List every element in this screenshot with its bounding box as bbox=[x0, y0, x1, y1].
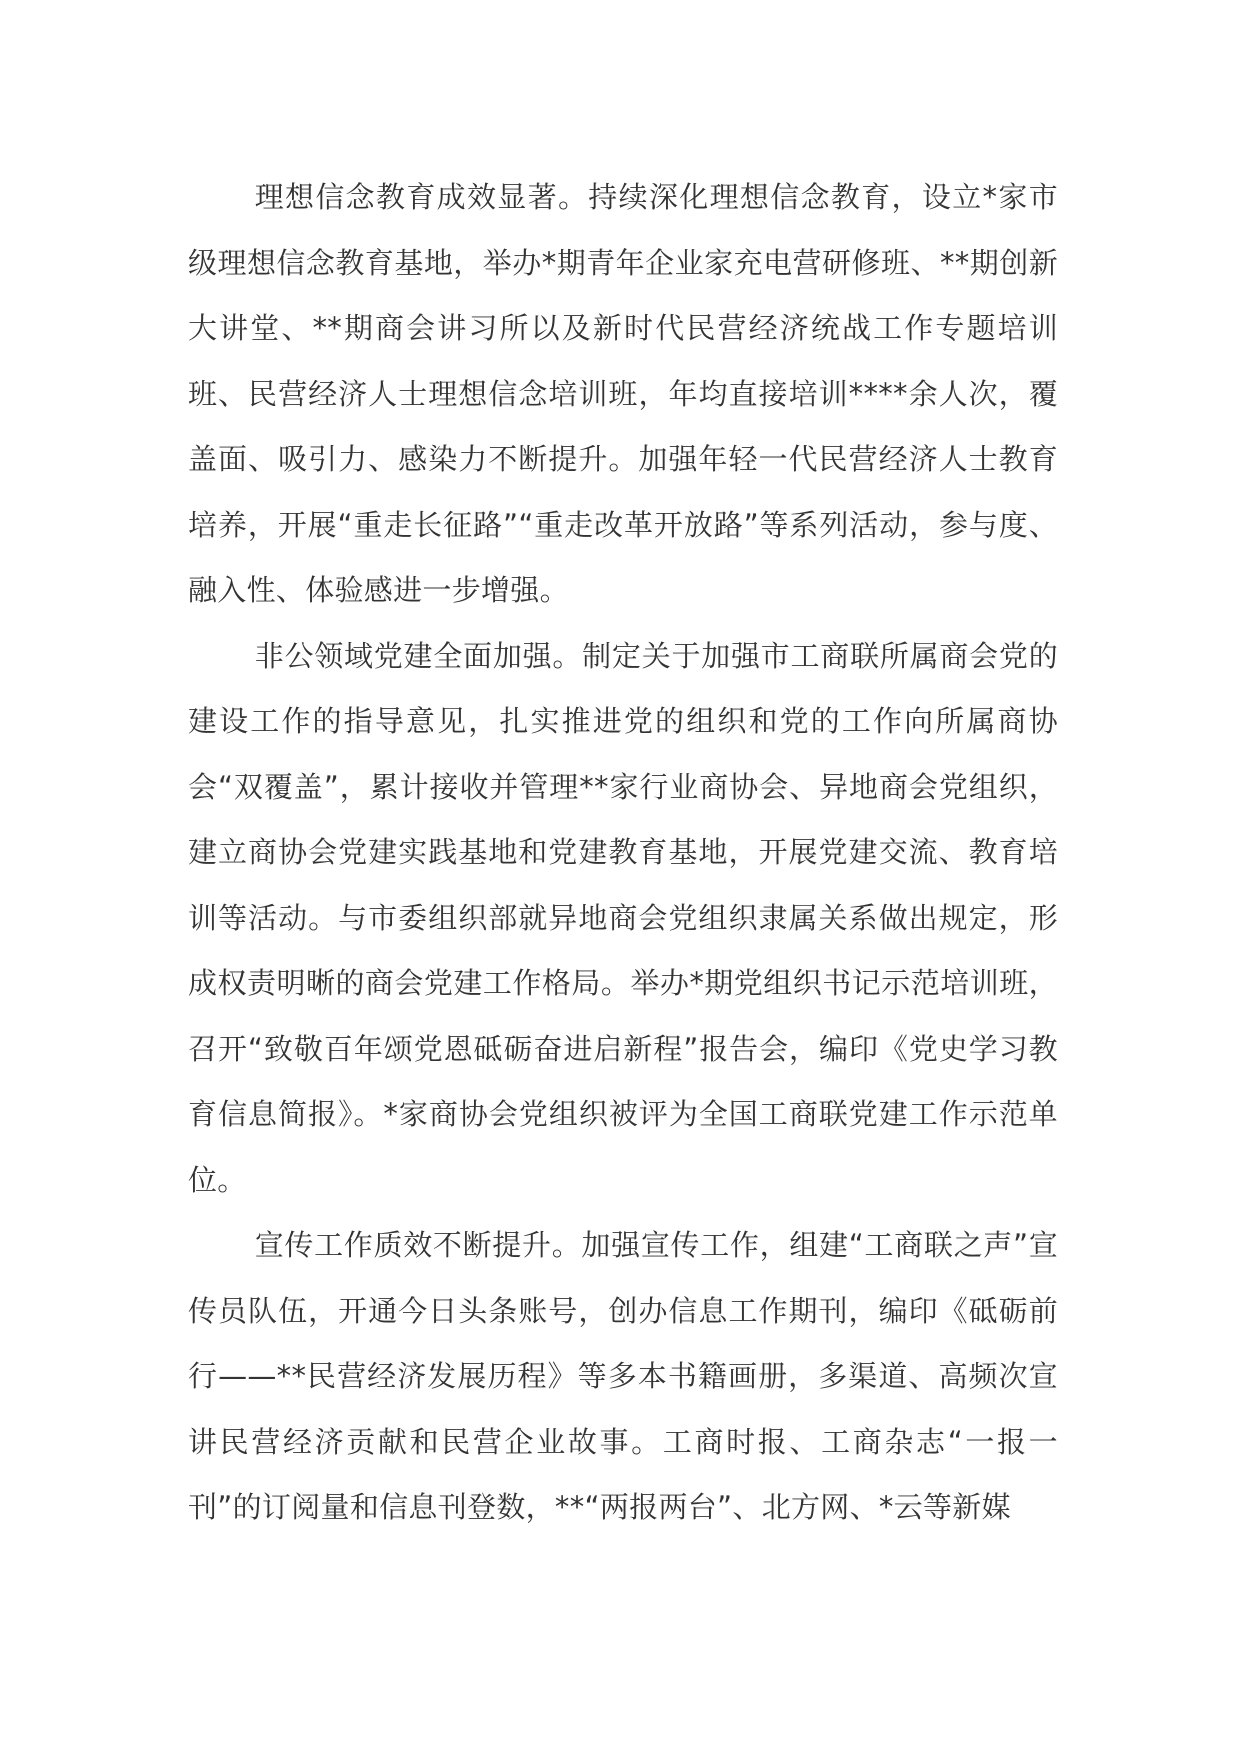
paragraph-publicity-work: 宣传工作质效不断提升。加强宣传工作，组建“工商联之声”宣传员队伍，开通今日头条账号，创办信息工作期刊，编印《砥砺前行——**民营经济发展历程》等多本书籍画册，多渠道、高频次宣讲民营经济贡献和民营企业故事。工商时报、工商杂志“一报一刊”的订阅量和信息刊登数，**“两报两台”、北方网、*云等新媒 bbox=[188, 1228, 1058, 1524]
paragraph-ideals-education: 理想信念教育成效显著。持续深化理想信念教育，设立*家市级理想信念教育基地，举办*期青年企业家充电营研修班、**期创新大讲堂、**期商会讲习所以及新时代民营经济统战工作专题培训班、民营经济人士理想信念培训班，年均直接培训****余人次，覆盖面、吸引力、感染力不断提升。加强年轻一代民营经济人士教育培养，开展“重走长征路”“重走改革开放路”等系列活动，参与度、融入性、体验感进一步增强。 bbox=[188, 180, 1058, 607]
paragraph-party-building: 非公领域党建全面加强。制定关于加强市工商联所属商会党的建设工作的指导意见，扎实推进党的组织和党的工作向所属商协会“双覆盖”，累计接收并管理**家行业商协会、异地商会党组织，建立商协会党建实践基地和党建教育基地，开展党建交流、教育培训等活动。与市委组织部就异地商会党组织隶属关系做出规定，形成权责明晰的商会党建工作格局。举办*期党组织书记示范培训班，召开“致敬百年颂党恩砥砺奋进启新程”报告会，编印《党史学习教育信息简报》。*家商协会党组织被评为全国工商联党建工作示范单位。 bbox=[188, 638, 1058, 1197]
document-body bbox=[188, 165, 1058, 1541]
